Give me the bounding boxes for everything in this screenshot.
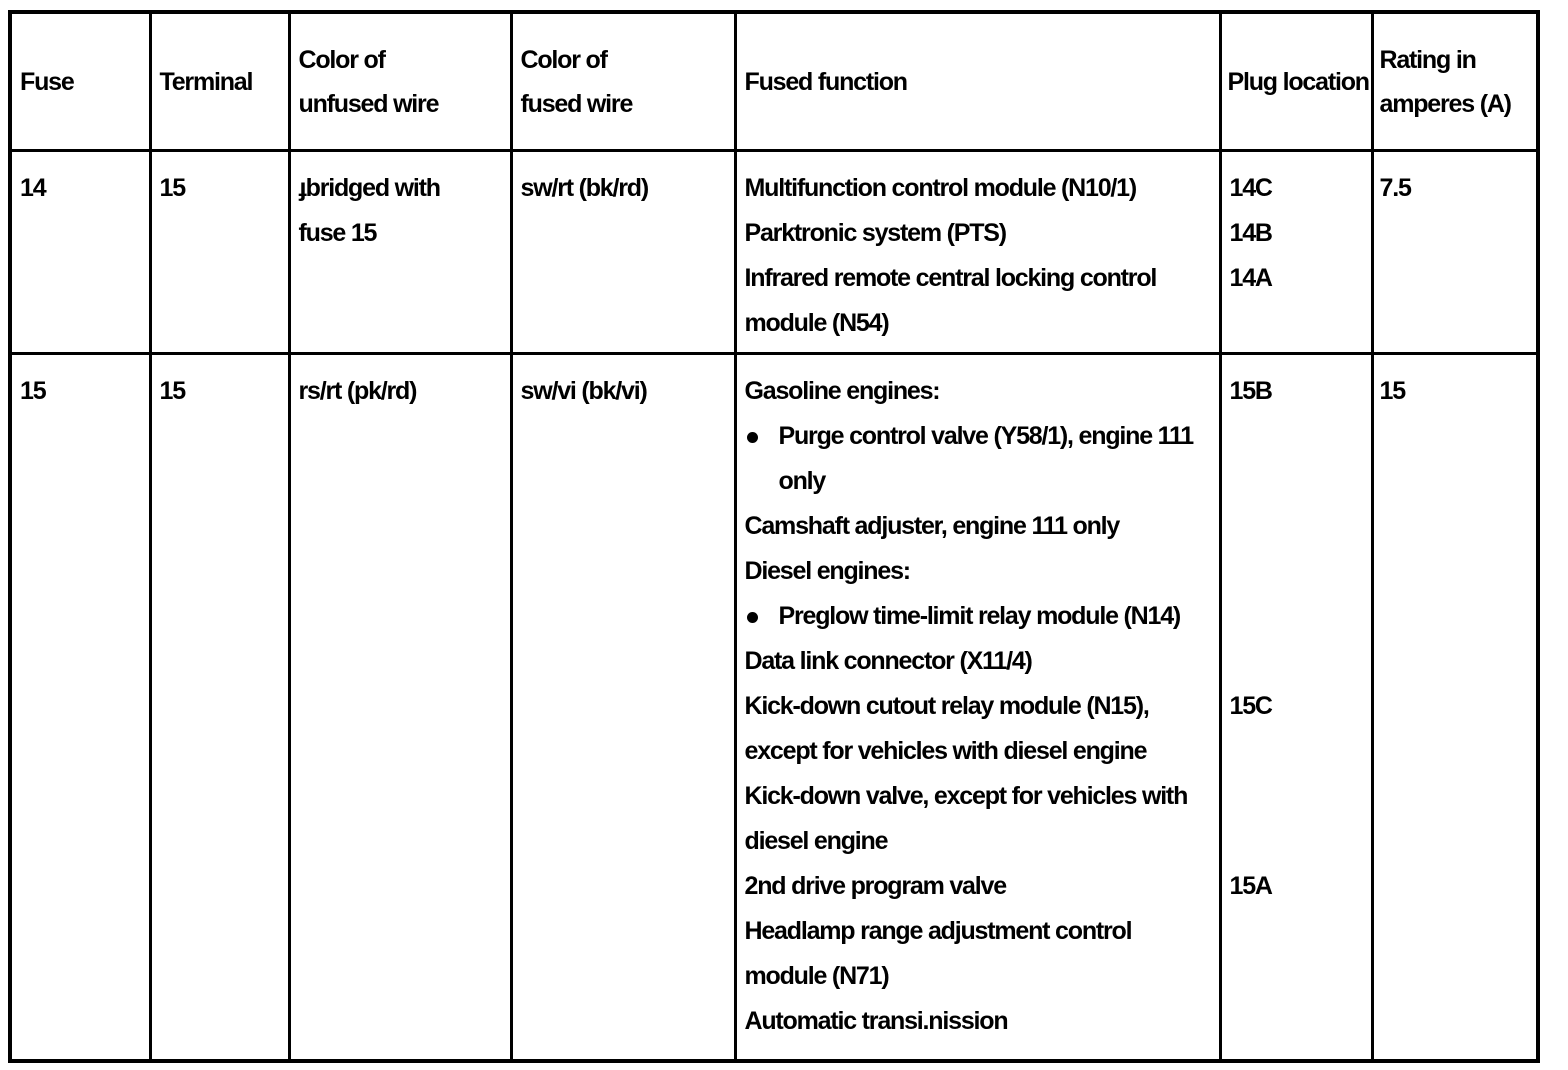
header-fuse: Fuse xyxy=(10,12,150,151)
plug-location xyxy=(1230,504,1365,549)
function-line: Kick-down cutout relay module (N15), xyxy=(744,692,1149,720)
header-row xyxy=(10,12,1538,151)
function-line: Automatic transi.nission xyxy=(744,1007,1008,1035)
cell-plug-location xyxy=(1220,151,1372,354)
function-line: Gasoline engines: xyxy=(744,377,940,405)
plug-location xyxy=(1230,414,1365,459)
plug-location xyxy=(1230,729,1365,774)
table-row-fuse-15 xyxy=(10,354,1538,1062)
cell-fuse: 15 xyxy=(10,354,150,1062)
plug-location xyxy=(1230,819,1365,864)
cell-fuse: 14 xyxy=(10,151,150,354)
cell-terminal: 15 xyxy=(150,354,289,1062)
cell-fused-function xyxy=(735,151,1220,354)
plug-location: 14C xyxy=(1229,174,1272,202)
function-line: Headlamp range adjustment control xyxy=(744,917,1132,945)
cell-fused-wire: sw/vi (bk/vi) xyxy=(511,354,735,1062)
cell-unfused-wire: rs/rt (pk/rd) xyxy=(289,354,511,1062)
bullet-item: Purge control valve (Y58/1), engine 111 xyxy=(778,422,1194,450)
plug-location: 15C xyxy=(1229,692,1272,720)
function-line: diesel engine xyxy=(744,827,888,855)
header-plug-location: Plug location xyxy=(1220,12,1372,151)
plug-location: 14B xyxy=(1229,219,1272,247)
plug-location: 15B xyxy=(1229,377,1272,405)
fuse-table xyxy=(8,10,1540,1063)
plug-location xyxy=(1230,301,1365,346)
cell-fused-wire: sw/rt (bk/rd) xyxy=(511,151,735,354)
header-fused-function: Fused function xyxy=(735,12,1220,151)
cell-terminal: 15 xyxy=(150,151,289,354)
plug-location xyxy=(1230,594,1365,639)
bullet-line xyxy=(745,459,1213,504)
function-line: module (N54) xyxy=(744,309,889,337)
plug-location xyxy=(1230,459,1365,504)
plug-location: 14A xyxy=(1229,264,1272,292)
cell-fused-function xyxy=(735,354,1220,1062)
header-rating: Rating in amperes (A) xyxy=(1372,12,1538,151)
function-line: Kick-down valve, except for vehicles with xyxy=(744,782,1188,810)
plug-location xyxy=(1230,774,1365,819)
bullet-line xyxy=(745,594,1213,639)
bullet-line xyxy=(745,414,1213,459)
plug-location xyxy=(1230,999,1365,1044)
cell-rating: 7.5 xyxy=(1372,151,1538,354)
function-line: Diesel engines: xyxy=(744,557,910,585)
plug-location xyxy=(1230,639,1365,684)
plug-location xyxy=(1230,909,1365,954)
header-unfused-wire: Color of unfused wire xyxy=(289,12,511,151)
function-line: Infrared remote central locking control xyxy=(744,264,1157,292)
bullet-item: Preglow time-limit relay module (N14) xyxy=(778,602,1181,630)
cell-plug-location xyxy=(1220,354,1372,1062)
plug-location: 15A xyxy=(1229,872,1272,900)
header-fused-wire: Color of fused wire xyxy=(511,12,735,151)
function-line: Data link connector (X11/4) xyxy=(744,647,1032,675)
table-row-fuse-14 xyxy=(10,151,1538,354)
plug-location xyxy=(1230,549,1365,594)
function-line: module (N71) xyxy=(744,962,889,990)
function-line: Parktronic system (PTS) xyxy=(744,219,1006,247)
header-terminal: Terminal xyxy=(150,12,289,151)
function-line: Camshaft adjuster, engine 111 only xyxy=(744,512,1120,540)
function-line: Multifunction control module (N10/1) xyxy=(744,174,1137,202)
function-line: 2nd drive program valve xyxy=(744,872,1006,900)
plug-location xyxy=(1230,954,1365,999)
cell-rating: 15 xyxy=(1372,354,1538,1062)
cell-unfused-wire: ɟbridged with fuse 15 xyxy=(289,151,511,354)
bullet-item: only xyxy=(778,467,826,495)
function-line: except for vehicles with diesel engine xyxy=(744,737,1147,765)
